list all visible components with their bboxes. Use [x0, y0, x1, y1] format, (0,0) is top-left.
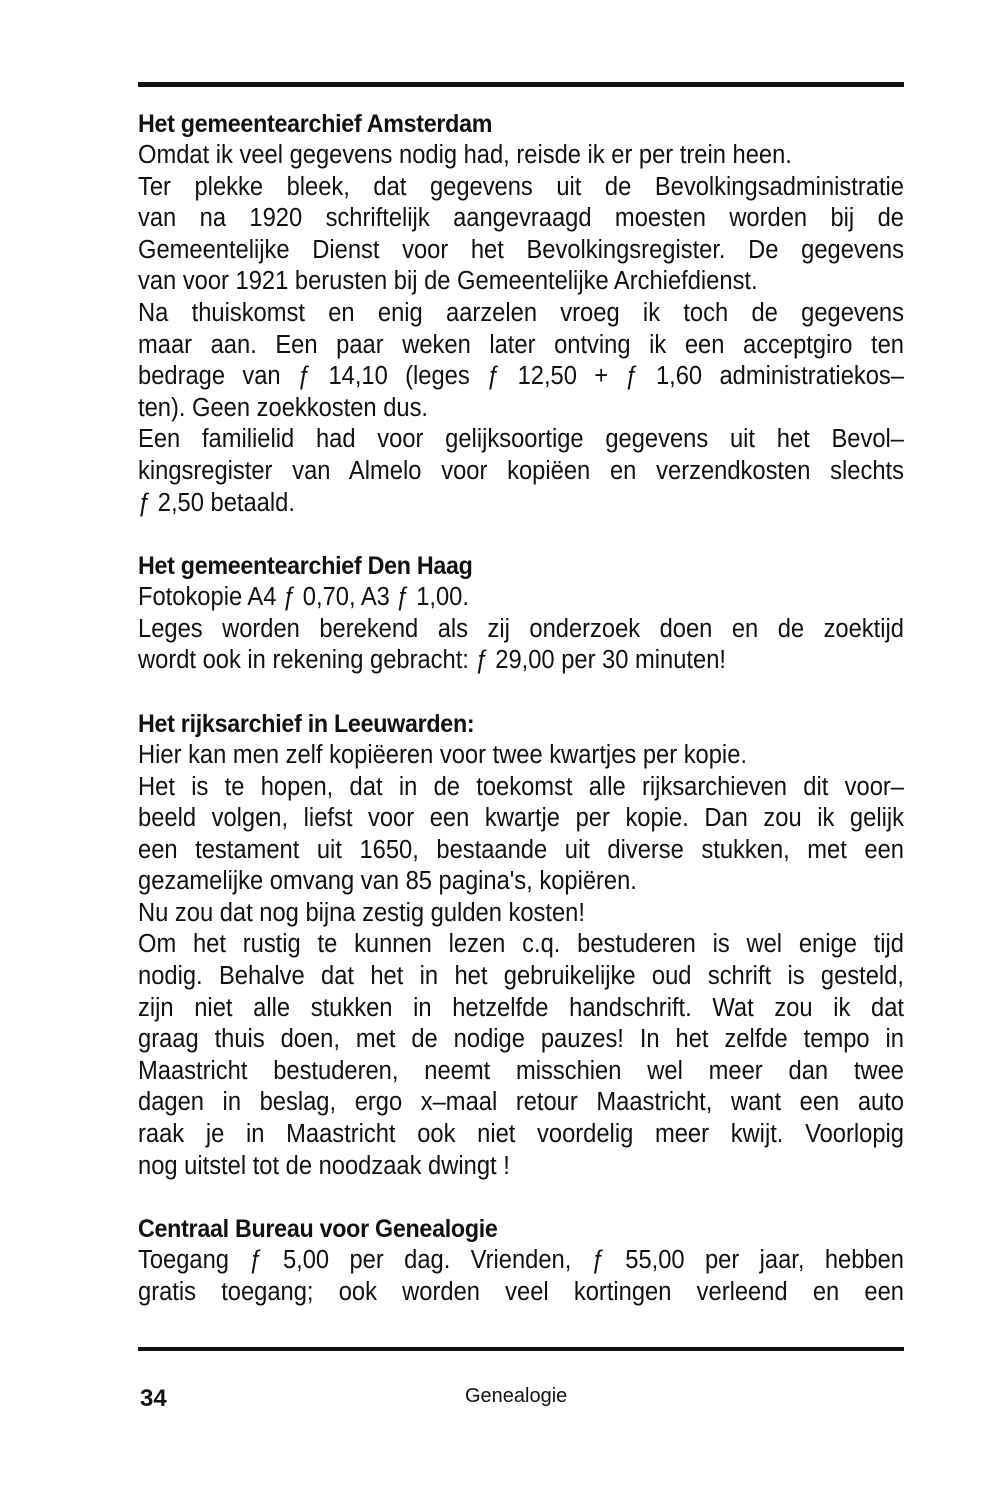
text-line: een testament uit 1650, bestaande uit diverse stukken, met een	[138, 835, 904, 864]
article-section	[138, 108, 904, 519]
section-heading: Centraal Bureau voor Genealogie	[138, 1215, 498, 1244]
text-line: ten). Geen zoekkosten dus.	[138, 393, 429, 422]
text-line: ƒ 2,50 betaald.	[138, 488, 295, 517]
page-body	[138, 108, 904, 1308]
text-line: beeld volgen, liefst voor een kwartje per kopie. Dan zou ik gelijk	[138, 804, 904, 833]
running-title: Genealogie	[465, 1385, 568, 1407]
section-heading: Het rijksarchief in Leeuwarden:	[138, 709, 475, 738]
text-line: raak je in Maastricht ook niet voordelig meer kwijt. Voorlopig	[138, 1120, 904, 1149]
text-line: kingsregister van Almelo voor kopiëen en verzendkosten slechts	[138, 456, 904, 485]
top-rule	[138, 82, 904, 87]
text-line: Omdat ik veel gegevens nodig had, reisde ik er per trein heen.	[138, 141, 792, 169]
text-line: van voor 1921 berusten bij de Gemeentelijke Archiefdienst.	[138, 267, 758, 296]
section-heading: Het gemeentearchief Den Haag	[138, 552, 473, 581]
text-line: bedrage van ƒ 14,10 (leges ƒ 12,50 + ƒ 1,60 administratiekos–	[138, 362, 904, 391]
text-line: Nu zou dat nog bijna zestig gulden kosten!	[138, 898, 585, 927]
text-line: wordt ook in rekening gebracht: ƒ 29,00 per 30 minuten!	[138, 646, 726, 675]
article-section	[138, 1213, 904, 1308]
article-section	[138, 550, 904, 677]
text-line: Leges worden berekend als zij onderzoek doen en de zoektijd	[138, 614, 904, 643]
text-line: zijn niet alle stukken in hetzelfde handschrift. Wat zou ik dat	[138, 993, 904, 1022]
text-line: Maastricht bestuderen, neemt misschien wel meer dan twee	[138, 1056, 904, 1085]
text-line: Om het rustig te kunnen lezen c.q. bestuderen is wel enige tijd	[138, 930, 904, 959]
text-line: Gemeentelijke Dienst voor het Bevolkingsregister. De gegevens	[138, 235, 904, 264]
text-line: gezamelijke omvang van 85 pagina's, kopiëren.	[138, 867, 637, 896]
bottom-rule	[138, 1347, 904, 1351]
page-number: 34	[140, 1385, 167, 1412]
text-line: nodig. Behalve dat het in het gebruikelijke oud schrift is gesteld,	[138, 962, 904, 991]
text-line: Een familielid had voor gelijksoortige gegevens uit het Bevol–	[138, 425, 904, 454]
text-line: Na thuiskomst en enig aarzelen vroeg ik toch de gegevens	[138, 298, 904, 327]
text-line: maar aan. Een paar weken later ontving ik een acceptgiro ten	[138, 330, 904, 359]
text-line: Toegang ƒ 5,00 per dag. Vrienden, ƒ 55,00 per jaar, hebben	[138, 1246, 904, 1275]
text-line: dagen in beslag, ergo x–maal retour Maastricht, want een auto	[138, 1088, 904, 1117]
text-line: graag thuis doen, met de nodige pauzes! In het zelfde tempo in	[138, 1025, 904, 1054]
text-line: van na 1920 schriftelijk aangevraagd moesten worden bij de	[138, 204, 904, 233]
article-section	[138, 708, 904, 1182]
text-line: Fotokopie A4 ƒ 0,70, A3 ƒ 1,00.	[138, 583, 469, 612]
section-heading: Het gemeentearchief Amsterdam	[138, 110, 493, 138]
text-line: gratis toegang; ook worden veel kortingen verleend en een	[138, 1277, 904, 1306]
text-line: Hier kan men zelf kopiëeren voor twee kwartjes per kopie.	[138, 740, 747, 769]
text-line: Het is te hopen, dat in de toekomst alle rijksarchieven dit voor–	[138, 772, 904, 801]
text-line: Ter plekke bleek, dat gegevens uit de Bevolkingsadministratie	[138, 172, 904, 201]
text-line: nog uitstel tot de noodzaak dwingt !	[138, 1151, 510, 1180]
